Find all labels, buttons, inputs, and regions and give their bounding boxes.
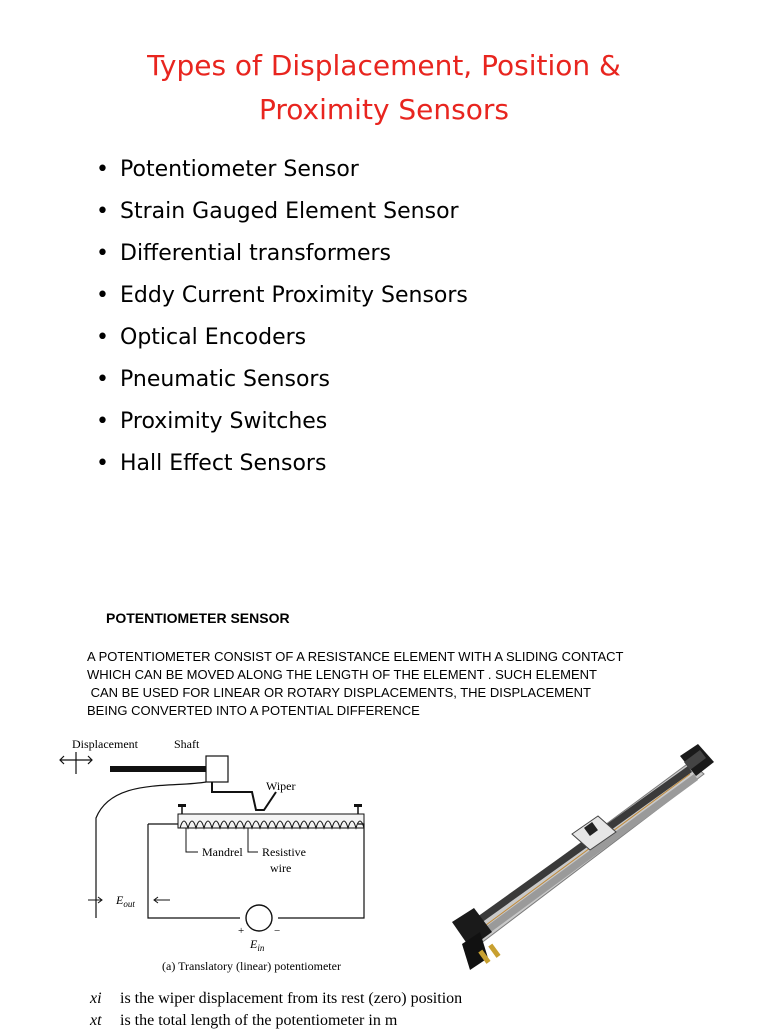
bullet-icon: • (96, 199, 109, 224)
label-plus: + (238, 925, 245, 937)
bullet-icon: • (96, 451, 109, 476)
paragraph-line: WHICH CAN BE MOVED ALONG THE LENGTH OF THE ELEMENT . SUCH ELEMENT (87, 667, 597, 682)
label-wiper: Wiper (266, 779, 296, 793)
list-item (96, 444, 468, 486)
bullet-icon: • (96, 409, 109, 434)
paragraph-line: BEING CONVERTED INTO A POTENTIAL DIFFERENCE (87, 703, 420, 718)
list-item-text: Differential transformers (120, 241, 392, 266)
list-item (96, 360, 468, 402)
bullet-icon: • (96, 157, 109, 182)
label-shaft: Shaft (174, 737, 200, 751)
label-wire: wire (270, 861, 292, 875)
diagram-caption: (a) Translatory (linear) potentiometer (162, 959, 341, 973)
definition-symbol: xi (90, 990, 102, 1007)
linear-potentiometer-photo (422, 722, 714, 984)
bullet-icon: • (96, 283, 109, 308)
list-item-text: Proximity Switches (120, 409, 328, 434)
shaft-bar (110, 766, 206, 772)
definition-row (90, 1010, 650, 1032)
list-item-text: Eddy Current Proximity Sensors (120, 283, 468, 308)
section-heading: POTENTIOMETER SENSOR (106, 610, 290, 626)
list-item (96, 276, 468, 318)
sensor-types-list (96, 150, 468, 486)
label-ein: $E_{in}$ (250, 937, 265, 953)
list-item-text: Potentiometer Sensor (120, 157, 359, 182)
wiper-block (206, 756, 228, 782)
title-line-1: Types of Displacement, Position & (147, 49, 621, 82)
label-minus: − (274, 925, 281, 937)
list-item (96, 234, 468, 276)
list-item (96, 402, 468, 444)
definition-row (90, 988, 650, 1010)
label-eout: $E_{out}$ (116, 893, 135, 909)
definition-symbol: xt (90, 1012, 102, 1029)
definition-text: is the total length of the potentiometer in m (120, 1012, 398, 1029)
voltage-source-icon (246, 905, 272, 931)
potentiometer-diagram (52, 728, 422, 978)
label-mandrel: Mandrel (202, 845, 243, 859)
paragraph-line: A POTENTIOMETER CONSIST OF A RESISTANCE ELEMENT WITH A SLIDING CONTACT (87, 649, 624, 664)
list-item-text: Strain Gauged Element Sensor (120, 199, 459, 224)
description-paragraph (87, 648, 707, 720)
list-item (96, 318, 468, 360)
list-item-text: Optical Encoders (120, 325, 307, 350)
definition-text: is the wiper displacement from its rest (zero) position (120, 990, 463, 1007)
paragraph-line: CAN BE USED FOR LINEAR OR ROTARY DISPLACEMENTS, THE DISPLACEMENT (87, 685, 591, 700)
list-item-text: Hall Effect Sensors (120, 451, 327, 476)
bullet-icon: • (96, 325, 109, 350)
terminal-right (354, 804, 362, 807)
terminal-left (178, 804, 186, 807)
bullet-icon: • (96, 241, 109, 266)
label-resistive: Resistive (262, 845, 306, 859)
list-item-text: Pneumatic Sensors (120, 367, 330, 392)
title-line-2: Proximity Sensors (259, 93, 509, 126)
list-item (96, 192, 468, 234)
displacement-arrow-icon (60, 752, 92, 774)
list-item (96, 150, 468, 192)
symbol-definitions (90, 988, 650, 1032)
label-displacement: Displacement (72, 737, 138, 751)
bullet-icon: • (96, 367, 109, 392)
slide-title (0, 44, 768, 132)
